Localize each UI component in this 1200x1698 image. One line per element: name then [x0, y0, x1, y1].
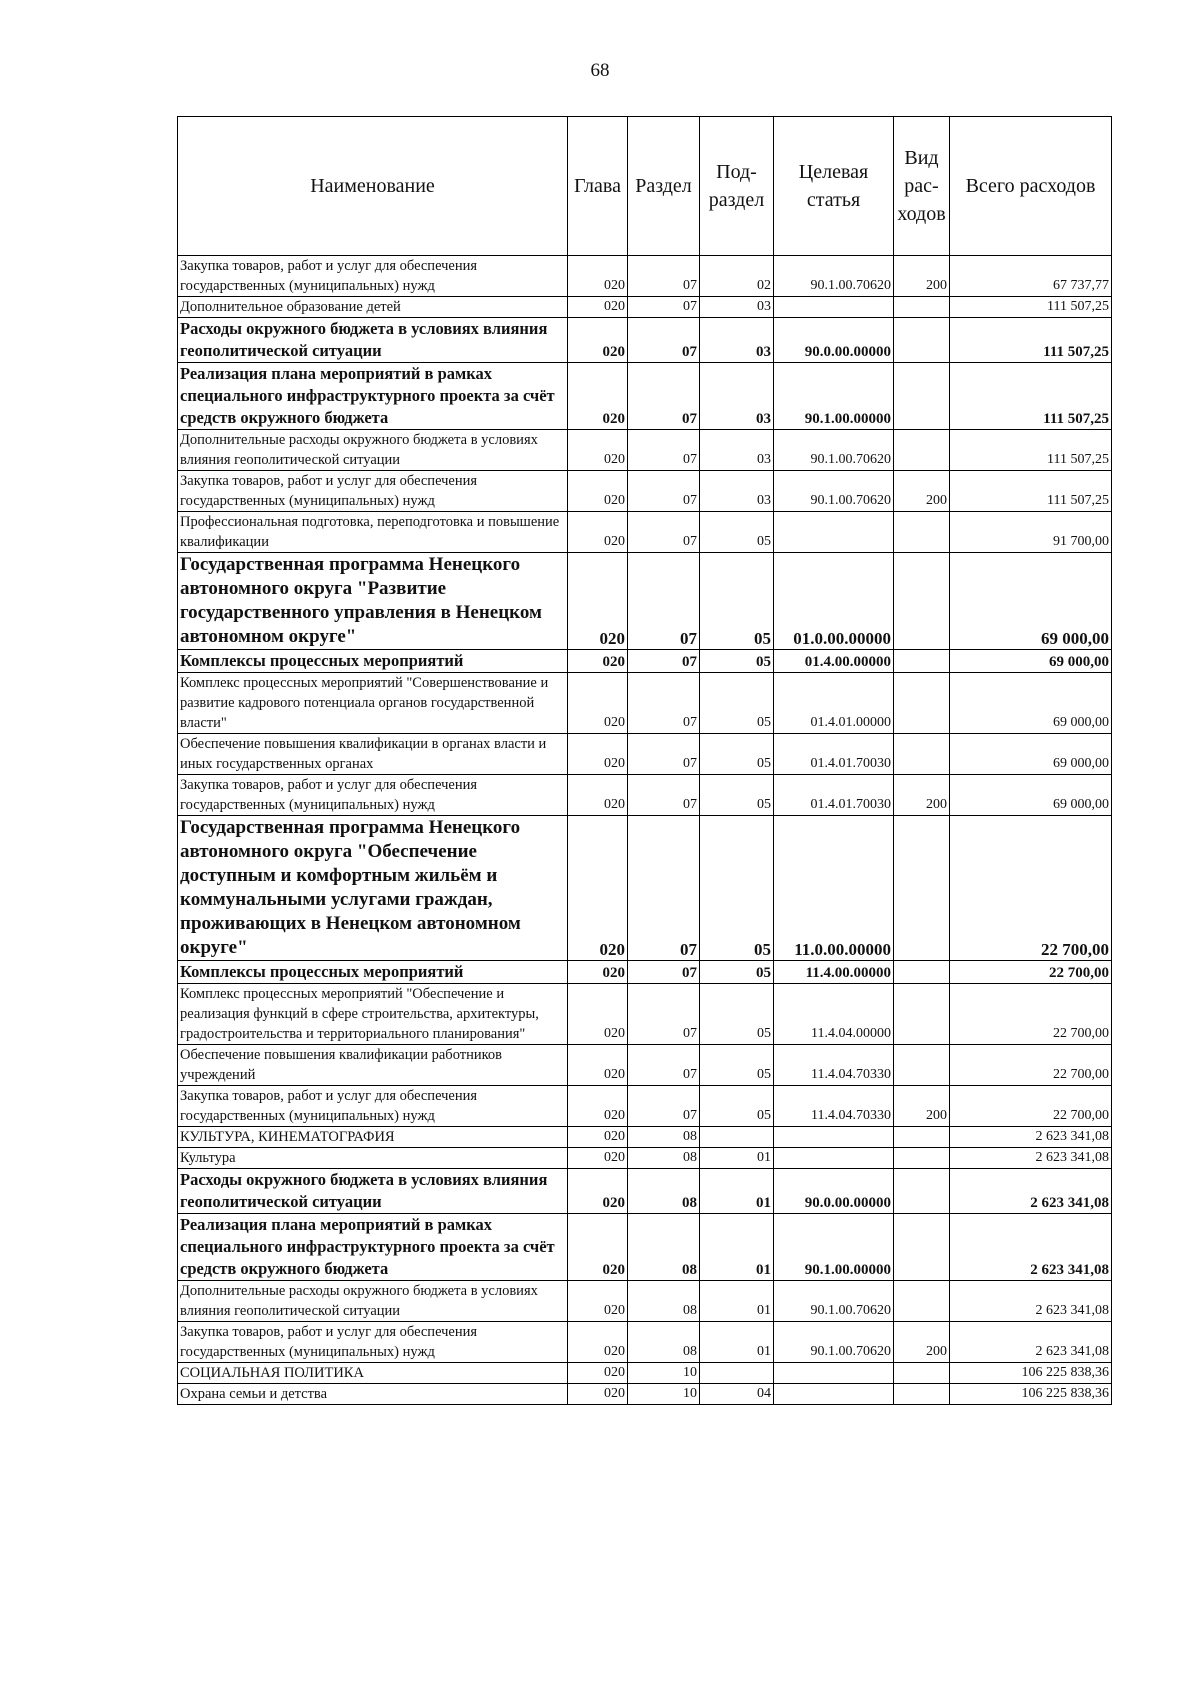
- row-name: Дополнительные расходы окружного бюджета в условиях влияния геополитической ситуации: [178, 1281, 568, 1322]
- row-vsego: 22 700,00: [950, 1045, 1112, 1086]
- row-name: Реализация плана мероприятий в рамках специального инфраструктурного проекта за счёт средств окружного бюджета: [178, 363, 568, 430]
- row-celevaya: 01.4.01.70030: [774, 734, 894, 775]
- row-razdel: 08: [628, 1148, 700, 1169]
- row-podrazdel: 05: [700, 984, 774, 1045]
- row-celevaya: 01.0.00.00000: [774, 553, 894, 650]
- row-name: Охрана семьи и детства: [178, 1384, 568, 1405]
- table-row: [178, 1086, 1112, 1127]
- table-row: [178, 430, 1112, 471]
- row-name: Закупка товаров, работ и услуг для обеспечения государственных (муниципальных) нужд: [178, 1322, 568, 1363]
- table-row: [178, 775, 1112, 816]
- row-vsego: 22 700,00: [950, 984, 1112, 1045]
- row-podrazdel: 05: [700, 734, 774, 775]
- table-row: [178, 984, 1112, 1045]
- row-vid: [894, 1214, 950, 1281]
- row-razdel: 07: [628, 673, 700, 734]
- budget-table: [177, 116, 1112, 1405]
- row-razdel: 07: [628, 363, 700, 430]
- row-vsego: 91 700,00: [950, 512, 1112, 553]
- row-glava: 020: [568, 318, 628, 363]
- row-vid: 200: [894, 1086, 950, 1127]
- table-row: [178, 1322, 1112, 1363]
- row-glava: 020: [568, 553, 628, 650]
- row-glava: 020: [568, 1322, 628, 1363]
- page-number: 68: [590, 60, 610, 81]
- row-name: Дополнительное образование детей: [178, 297, 568, 318]
- row-celevaya: 90.1.00.70620: [774, 430, 894, 471]
- header-row: [178, 117, 1112, 256]
- table-row: [178, 297, 1112, 318]
- row-vsego: 2 623 341,08: [950, 1148, 1112, 1169]
- row-glava: 020: [568, 256, 628, 297]
- row-name: Обеспечение повышения квалификации в органах власти и иных государственных органах: [178, 734, 568, 775]
- row-name: Комплекс процессных мероприятий "Совершенствование и развитие кадрового потенциала органов государственной власти": [178, 673, 568, 734]
- row-vid: [894, 1384, 950, 1405]
- header-celevaya: Целевая статья: [774, 117, 894, 256]
- row-podrazdel: [700, 1363, 774, 1384]
- row-vsego: 69 000,00: [950, 734, 1112, 775]
- row-glava: 020: [568, 512, 628, 553]
- row-podrazdel: 05: [700, 512, 774, 553]
- row-name: Закупка товаров, работ и услуг для обеспечения государственных (муниципальных) нужд: [178, 1086, 568, 1127]
- row-celevaya: 11.4.04.70330: [774, 1086, 894, 1127]
- header-razdel: Раздел: [628, 117, 700, 256]
- row-podrazdel: 01: [700, 1322, 774, 1363]
- row-razdel: 08: [628, 1127, 700, 1148]
- row-podrazdel: 05: [700, 775, 774, 816]
- header-vid: Вид рас-ходов: [894, 117, 950, 256]
- header-name: Наименование: [178, 117, 568, 256]
- row-vid: [894, 1127, 950, 1148]
- row-celevaya: 90.1.00.00000: [774, 363, 894, 430]
- row-celevaya: 11.4.04.70330: [774, 1045, 894, 1086]
- row-vsego: 2 623 341,08: [950, 1214, 1112, 1281]
- row-vsego: 67 737,77: [950, 256, 1112, 297]
- row-celevaya: 90.1.00.70620: [774, 256, 894, 297]
- table-row: [178, 961, 1112, 984]
- row-vid: [894, 1169, 950, 1214]
- row-celevaya: 90.1.00.70620: [774, 1281, 894, 1322]
- table-row: [178, 512, 1112, 553]
- row-razdel: 08: [628, 1214, 700, 1281]
- row-vid: 200: [894, 1322, 950, 1363]
- row-name: Реализация плана мероприятий в рамках специального инфраструктурного проекта за счёт средств окружного бюджета: [178, 1214, 568, 1281]
- row-vid: [894, 673, 950, 734]
- row-name: Комплексы процессных мероприятий: [178, 650, 568, 673]
- row-vsego: 2 623 341,08: [950, 1281, 1112, 1322]
- row-celevaya: [774, 1363, 894, 1384]
- row-vid: [894, 1281, 950, 1322]
- row-razdel: 10: [628, 1363, 700, 1384]
- row-podrazdel: 05: [700, 1086, 774, 1127]
- row-celevaya: [774, 1148, 894, 1169]
- row-vsego: 111 507,25: [950, 471, 1112, 512]
- row-celevaya: 01.4.01.00000: [774, 673, 894, 734]
- row-name: Расходы окружного бюджета в условиях влияния геополитической ситуации: [178, 318, 568, 363]
- table-row: [178, 650, 1112, 673]
- row-glava: 020: [568, 363, 628, 430]
- row-vsego: 106 225 838,36: [950, 1384, 1112, 1405]
- row-celevaya: 11.0.00.00000: [774, 816, 894, 961]
- row-vsego: 69 000,00: [950, 775, 1112, 816]
- row-glava: 020: [568, 1045, 628, 1086]
- row-podrazdel: 05: [700, 816, 774, 961]
- row-razdel: 10: [628, 1384, 700, 1405]
- row-razdel: 07: [628, 1045, 700, 1086]
- table-row: [178, 1045, 1112, 1086]
- table-row: [178, 1148, 1112, 1169]
- row-vsego: 69 000,00: [950, 650, 1112, 673]
- row-podrazdel: 02: [700, 256, 774, 297]
- row-vsego: 111 507,25: [950, 297, 1112, 318]
- row-name: Комплекс процессных мероприятий "Обеспечение и реализация функций в сфере строительства, архитектуры, градостроительства и территориального планирования": [178, 984, 568, 1045]
- row-vid: [894, 1363, 950, 1384]
- row-vsego: 22 700,00: [950, 1086, 1112, 1127]
- row-name: Культура: [178, 1148, 568, 1169]
- table-row: [178, 1127, 1112, 1148]
- row-vid: [894, 961, 950, 984]
- table-row: [178, 1214, 1112, 1281]
- row-vsego: 69 000,00: [950, 673, 1112, 734]
- row-celevaya: 01.4.01.70030: [774, 775, 894, 816]
- row-podrazdel: 01: [700, 1169, 774, 1214]
- row-name: Государственная программа Ненецкого автономного округа "Развитие государственного управления в Ненецком автономном округе": [178, 553, 568, 650]
- row-podrazdel: 05: [700, 1045, 774, 1086]
- row-glava: 020: [568, 961, 628, 984]
- row-vid: [894, 430, 950, 471]
- row-glava: 020: [568, 1086, 628, 1127]
- row-razdel: 07: [628, 1086, 700, 1127]
- row-name: Закупка товаров, работ и услуг для обеспечения государственных (муниципальных) нужд: [178, 471, 568, 512]
- row-razdel: 07: [628, 512, 700, 553]
- row-razdel: 07: [628, 816, 700, 961]
- row-glava: 020: [568, 1384, 628, 1405]
- row-name: Государственная программа Ненецкого автономного округа "Обеспечение доступным и комфортным жильём и коммунальными услугами граждан, проживающих в Ненецком автономном округе": [178, 816, 568, 961]
- row-vsego: 22 700,00: [950, 961, 1112, 984]
- row-vid: 200: [894, 256, 950, 297]
- header-vsego: Всего расходов: [950, 117, 1112, 256]
- row-glava: 020: [568, 650, 628, 673]
- row-vid: 200: [894, 775, 950, 816]
- row-razdel: 08: [628, 1281, 700, 1322]
- table-row: [178, 256, 1112, 297]
- row-celevaya: 01.4.00.00000: [774, 650, 894, 673]
- row-podrazdel: 05: [700, 961, 774, 984]
- row-glava: 020: [568, 430, 628, 471]
- row-celevaya: 90.1.00.70620: [774, 471, 894, 512]
- row-glava: 020: [568, 673, 628, 734]
- row-vid: 200: [894, 471, 950, 512]
- row-vid: [894, 297, 950, 318]
- row-name: КУЛЬТУРА, КИНЕМАТОГРАФИЯ: [178, 1127, 568, 1148]
- row-podrazdel: 01: [700, 1214, 774, 1281]
- row-celevaya: 11.4.04.00000: [774, 984, 894, 1045]
- row-vsego: 111 507,25: [950, 318, 1112, 363]
- row-vsego: 69 000,00: [950, 553, 1112, 650]
- row-glava: 020: [568, 1281, 628, 1322]
- row-podrazdel: 01: [700, 1148, 774, 1169]
- row-name: СОЦИАЛЬНАЯ ПОЛИТИКА: [178, 1363, 568, 1384]
- row-podrazdel: 04: [700, 1384, 774, 1405]
- table-row: [178, 673, 1112, 734]
- row-podrazdel: 03: [700, 297, 774, 318]
- table-row: [178, 816, 1112, 961]
- row-vid: [894, 318, 950, 363]
- row-glava: 020: [568, 1169, 628, 1214]
- row-celevaya: [774, 1127, 894, 1148]
- row-razdel: 07: [628, 430, 700, 471]
- row-razdel: 07: [628, 553, 700, 650]
- table-row: [178, 734, 1112, 775]
- row-vid: [894, 984, 950, 1045]
- row-razdel: 08: [628, 1169, 700, 1214]
- row-podrazdel: 03: [700, 363, 774, 430]
- table-row: [178, 1281, 1112, 1322]
- row-glava: 020: [568, 297, 628, 318]
- row-podrazdel: [700, 1127, 774, 1148]
- row-podrazdel: 05: [700, 650, 774, 673]
- row-razdel: 07: [628, 297, 700, 318]
- table-row: [178, 1363, 1112, 1384]
- table-row: [178, 1169, 1112, 1214]
- table-row: [178, 471, 1112, 512]
- table-row: [178, 318, 1112, 363]
- row-name: Профессиональная подготовка, переподготовка и повышение квалификации: [178, 512, 568, 553]
- row-celevaya: 90.1.00.70620: [774, 1322, 894, 1363]
- row-name: Закупка товаров, работ и услуг для обеспечения государственных (муниципальных) нужд: [178, 256, 568, 297]
- row-razdel: 08: [628, 1322, 700, 1363]
- row-glava: 020: [568, 1214, 628, 1281]
- row-podrazdel: 01: [700, 1281, 774, 1322]
- row-vsego: 106 225 838,36: [950, 1363, 1112, 1384]
- row-vsego: 2 623 341,08: [950, 1169, 1112, 1214]
- row-vsego: 2 623 341,08: [950, 1127, 1112, 1148]
- row-vid: [894, 512, 950, 553]
- table-row: [178, 363, 1112, 430]
- row-razdel: 07: [628, 650, 700, 673]
- row-vsego: 22 700,00: [950, 816, 1112, 961]
- row-glava: 020: [568, 734, 628, 775]
- row-razdel: 07: [628, 256, 700, 297]
- row-podrazdel: 03: [700, 430, 774, 471]
- row-vsego: 111 507,25: [950, 430, 1112, 471]
- row-celevaya: [774, 1384, 894, 1405]
- row-celevaya: [774, 297, 894, 318]
- header-podrazdel: Под-раздел: [700, 117, 774, 256]
- row-vsego: 2 623 341,08: [950, 1322, 1112, 1363]
- row-name: Закупка товаров, работ и услуг для обеспечения государственных (муниципальных) нужд: [178, 775, 568, 816]
- row-celevaya: 90.0.00.00000: [774, 318, 894, 363]
- row-razdel: 07: [628, 961, 700, 984]
- row-glava: 020: [568, 816, 628, 961]
- row-vid: [894, 363, 950, 430]
- header-glava: Глава: [568, 117, 628, 256]
- row-glava: 020: [568, 775, 628, 816]
- row-name: Комплексы процессных мероприятий: [178, 961, 568, 984]
- row-vid: [894, 650, 950, 673]
- row-glava: 020: [568, 1127, 628, 1148]
- row-razdel: 07: [628, 775, 700, 816]
- row-podrazdel: 05: [700, 673, 774, 734]
- row-razdel: 07: [628, 471, 700, 512]
- row-vid: [894, 1045, 950, 1086]
- row-podrazdel: 05: [700, 553, 774, 650]
- row-vsego: 111 507,25: [950, 363, 1112, 430]
- row-name: Обеспечение повышения квалификации работников учреждений: [178, 1045, 568, 1086]
- row-vid: [894, 553, 950, 650]
- row-vid: [894, 816, 950, 961]
- row-glava: 020: [568, 1148, 628, 1169]
- row-razdel: 07: [628, 984, 700, 1045]
- row-celevaya: 90.1.00.00000: [774, 1214, 894, 1281]
- row-podrazdel: 03: [700, 318, 774, 363]
- row-podrazdel: 03: [700, 471, 774, 512]
- table-row: [178, 553, 1112, 650]
- row-name: Расходы окружного бюджета в условиях влияния геополитической ситуации: [178, 1169, 568, 1214]
- row-vid: [894, 734, 950, 775]
- row-name: Дополнительные расходы окружного бюджета в условиях влияния геополитической ситуации: [178, 430, 568, 471]
- row-glava: 020: [568, 1363, 628, 1384]
- row-razdel: 07: [628, 318, 700, 363]
- row-vid: [894, 1148, 950, 1169]
- row-glava: 020: [568, 984, 628, 1045]
- row-celevaya: [774, 512, 894, 553]
- row-glava: 020: [568, 471, 628, 512]
- row-celevaya: 90.0.00.00000: [774, 1169, 894, 1214]
- row-celevaya: 11.4.00.00000: [774, 961, 894, 984]
- row-razdel: 07: [628, 734, 700, 775]
- table-row: [178, 1384, 1112, 1405]
